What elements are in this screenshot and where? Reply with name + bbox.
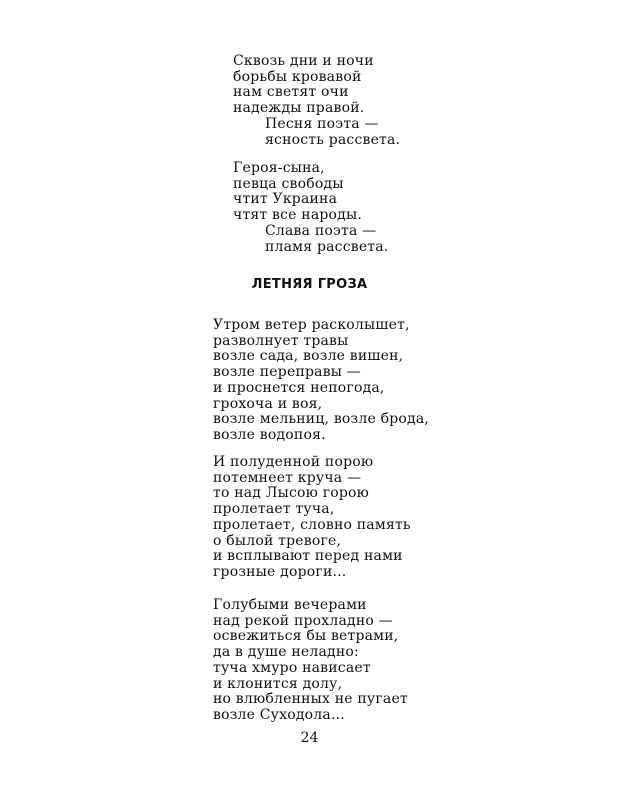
- poem-line: Голубыми вечерами: [213, 597, 367, 613]
- poem-line: и проснется непогода,: [213, 379, 385, 396]
- refrain-line: Слава поэта —: [265, 222, 377, 239]
- stanza: [213, 598, 408, 724]
- stanza: [233, 54, 400, 148]
- poem-line: пролетает туча,: [213, 501, 335, 518]
- poem-title: ЛЕТНЯЯ ГРОЗА: [251, 277, 368, 292]
- poem-line: Сквозь дни и ночи: [233, 53, 374, 69]
- poem-line: пролетает, словно память: [213, 516, 411, 533]
- poem-line: И полуденной порою: [213, 454, 374, 470]
- poem-line: нам светят очи: [233, 84, 349, 101]
- poem-line: чтит Украина: [233, 191, 338, 208]
- poem-line: но влюбленных не пугает: [213, 691, 408, 708]
- poem-line: туча хмуро нависает: [213, 659, 371, 676]
- poem-line: возле водопоя.: [213, 426, 326, 443]
- page-number: 24: [300, 730, 319, 746]
- poem-line: грохоча и воя,: [213, 395, 323, 412]
- refrain-line: ясность рассвета.: [265, 131, 401, 148]
- poem-line: и всплывают перед нами: [213, 548, 403, 565]
- poem-line: да в душе неладно:: [213, 644, 359, 661]
- poem-line: Героя-сына,: [233, 160, 325, 176]
- refrain-line: Песня поэта —: [265, 115, 379, 132]
- poem-line: потемнеет круча —: [213, 469, 362, 486]
- poem-line: чтят все народы.: [233, 207, 362, 224]
- poem-line: освежиться бы ветрами,: [213, 628, 399, 645]
- stanza: [213, 318, 429, 444]
- poem-line: над рекой прохладно —: [213, 612, 393, 629]
- refrain-line: пламя рассвета.: [265, 238, 389, 255]
- poem-line: то над Лысою горою: [213, 485, 370, 502]
- poem-line: Утром ветер расколышет,: [213, 317, 410, 333]
- poem-line: грозные дороги...: [213, 563, 347, 580]
- poem-line: возле мельниц, возле брода,: [213, 411, 430, 428]
- poem-line: надежды правой.: [233, 100, 365, 117]
- poem-line: разволнует травы: [213, 332, 349, 349]
- stanza: [213, 455, 411, 581]
- poem-line: возле Суходола...: [213, 706, 345, 723]
- poem-line: возле сада, возле вишен,: [213, 348, 404, 365]
- poem-line: борьбы кровавой: [233, 68, 362, 85]
- poem-line: о былой тревоге,: [213, 532, 342, 549]
- stanza: [233, 161, 388, 255]
- poem-line: певца свободы: [233, 175, 344, 192]
- poem-line: и клонится долу,: [213, 675, 343, 692]
- poem-line: возле переправы —: [213, 364, 361, 381]
